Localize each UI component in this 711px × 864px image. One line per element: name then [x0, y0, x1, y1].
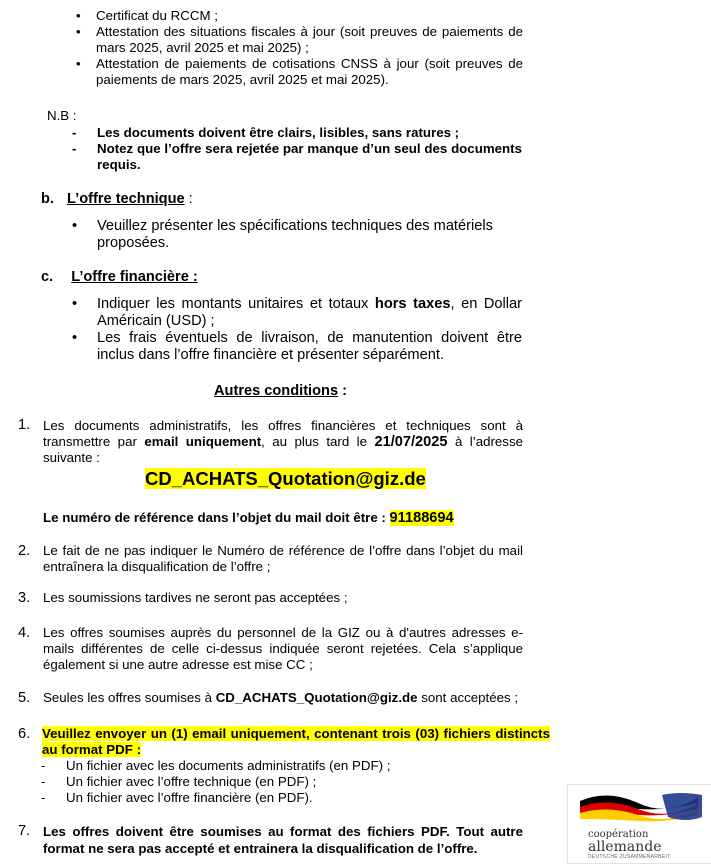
- highlighted-text: Veuillez envoyer un (1) email uniquement, contenant trois (03) fichiers distincts au format PDF :: [42, 726, 550, 757]
- condition-3: [18, 590, 523, 606]
- nb-item: - Les documents doivent être clairs, lisibles, sans ratures ;: [72, 125, 460, 140]
- nb-item: - Notez que l’offre sera rejetée par manque d’un seul des documents requis.: [72, 141, 522, 172]
- condition-7: [18, 823, 523, 857]
- list-item-text: Indiquer les montants unitaires et totaux: [97, 296, 375, 312]
- condition-text: [43, 418, 523, 466]
- condition-6: [18, 726, 548, 806]
- section-technique-heading: [41, 191, 193, 207]
- list-item: • Veuillez présenter les spécifications techniques des matériels proposées.: [72, 218, 493, 251]
- list-item-text: Veuillez présenter les spécifications techniques des matériels proposées.: [97, 218, 493, 251]
- file-item: - Un fichier avec l’offre financière (en PDF).: [41, 790, 313, 805]
- text-run: à l’adresse suivante :: [43, 433, 523, 465]
- nb-list: [72, 125, 522, 173]
- text-run: , au plus tard le: [261, 433, 375, 449]
- condition-number: 6.: [18, 726, 31, 742]
- list-item: • Attestation des situations fiscales à jour (soit preuves de paiements de mars 2025, avril 2025 et mai 2025) ;: [76, 24, 523, 55]
- condition-text: Le fait de ne pas indiquer le Numéro de référence de l’offre dans l’objet du mail entraînera la disqualification de l’offre ;: [43, 543, 523, 574]
- deadline-date: 21/07/2025: [374, 433, 448, 450]
- list-item: • Indiquer les montants unitaires et totaux hors taxes, en Dollar Américain (USD) ;: [72, 296, 522, 329]
- reference-line: [43, 510, 454, 526]
- text-run: sont acceptées ;: [417, 690, 519, 705]
- fin-list: [72, 296, 522, 363]
- list-item-text: , en Dollar Américain (USD) ;: [97, 296, 522, 329]
- list-item: • Certificat du RCCM ;: [76, 8, 218, 23]
- condition-number: 4.: [18, 625, 31, 641]
- condition-number: 1.: [18, 417, 31, 433]
- list-item: • Les frais éventuels de livraison, de manutention doivent être inclus dans l’offre financière et présenter séparément.: [72, 330, 522, 363]
- list-item-text: Les frais éventuels de livraison, de manutention doivent être inclus dans l’offre financière et présenter séparément.: [97, 330, 522, 363]
- email-text[interactable]: CD_ACHATS_Quotation@giz.de: [145, 468, 426, 489]
- condition-number: 2.: [18, 543, 31, 559]
- reference-label: Le numéro de référence dans l’objet du mail doit être :: [43, 510, 390, 525]
- section-letter: b.: [41, 191, 54, 207]
- section-letter: c.: [41, 269, 54, 285]
- tech-list: [72, 218, 532, 252]
- list-item-text: Certificat du RCCM ;: [96, 8, 218, 23]
- condition-5: [18, 690, 543, 706]
- docs-list: [76, 8, 526, 88]
- condition-1: [18, 418, 523, 466]
- list-item-text: Attestation des situations fiscales à jour (soit preuves de paiements de mars 2025, avril 2025 et mai 2025) ;: [96, 24, 523, 55]
- text-run-bold: email uniquement: [144, 433, 262, 449]
- file-item: - Un fichier avec les documents administratifs (en PDF) ;: [41, 758, 391, 773]
- nb-label: N.B :: [47, 108, 77, 123]
- condition-text: [42, 726, 550, 758]
- section-financiere-heading: [41, 269, 198, 285]
- condition-number: 7.: [18, 823, 31, 839]
- section-title: L’offre financière :: [71, 269, 198, 285]
- section-colon: :: [184, 191, 193, 207]
- nb-item-text: Notez que l’offre sera rejetée par manque d’un seul des documents requis.: [97, 141, 522, 172]
- file-item: - Un fichier avec l’offre technique (en PDF) ;: [41, 774, 317, 789]
- condition-2: [18, 543, 523, 575]
- cooperation-allemande-logo: [567, 784, 711, 864]
- list-item: • Attestation de paiements de cotisations CNSS à jour (soit preuves de paiements de mars 2025, avril 2025 et mai 2025).: [76, 56, 523, 87]
- condition-text: Les offres doivent être soumises au format des fichiers PDF. Tout autre format ne sera pas accepté et entrainera la disqualification de l’offre.: [43, 824, 523, 856]
- condition-text: Les soumissions tardives ne seront pas acceptées ;: [43, 590, 348, 605]
- condition-text: Les offres soumises auprès du personnel de la GIZ ou à d'autres adresses e-mails différentes de celle ci-dessus indiquée seront rejetées. Cela s’applique également si une autre adresse est mise CC ;: [43, 625, 523, 672]
- flag-wave-icon: [568, 787, 711, 827]
- text-run: Seules les offres soumises à: [43, 690, 216, 705]
- conditions-heading: [214, 383, 347, 399]
- logo-line2: allemande: [588, 839, 662, 855]
- email-address[interactable]: [145, 467, 426, 491]
- list-item-bold: hors taxes: [374, 296, 451, 312]
- conditions-title: Autres conditions: [214, 383, 339, 399]
- condition-number: 5.: [18, 690, 31, 706]
- section-title: L’offre technique: [67, 191, 185, 207]
- email-inline: CD_ACHATS_Quotation@giz.de: [215, 690, 418, 705]
- condition-text: [43, 690, 543, 706]
- file-item-text: Un fichier avec l’offre financière (en PDF).: [66, 790, 313, 805]
- file-list: [41, 758, 548, 806]
- file-item-text: Un fichier avec l’offre technique (en PDF) ;: [66, 774, 317, 789]
- list-item-text: Attestation de paiements de cotisations CNSS à jour (soit preuves de paiements de mars 2025, avril 2025 et mai 2025).: [96, 56, 523, 87]
- nb-item-text: Les documents doivent être clairs, lisibles, sans ratures ;: [97, 125, 460, 140]
- logo-line1: coopération: [588, 829, 649, 840]
- condition-number: 3.: [18, 590, 31, 606]
- file-item-text: Un fichier avec les documents administratifs (en PDF) ;: [66, 758, 391, 773]
- condition-4: [18, 625, 523, 673]
- reference-number: 91188694: [389, 510, 454, 526]
- text-run: Les documents administratifs, les offres financières et techniques sont à transmettre par: [43, 418, 523, 449]
- conditions-colon: :: [338, 383, 347, 399]
- logo-line3: DEUTSCHE ZUSAMMENARBEIT: [588, 854, 671, 860]
